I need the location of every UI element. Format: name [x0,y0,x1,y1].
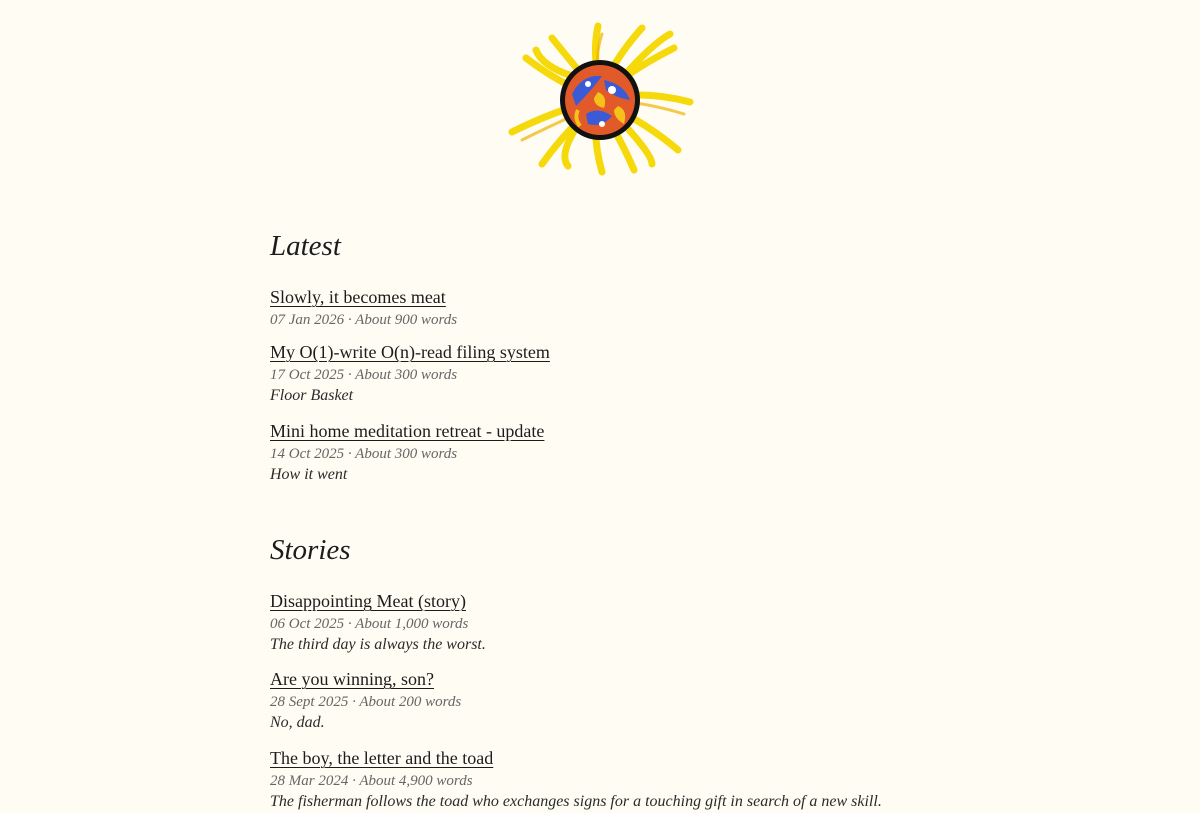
post-length: About 200 words [359,694,462,710]
post-length: About 4,900 words [359,773,473,789]
post-title-link[interactable]: Are you winning, son? [270,669,434,689]
post-title-link[interactable]: Disappointing Meat (story) [270,591,466,611]
post-item [270,747,930,813]
post-title-link[interactable]: Mini home meditation retreat - update [270,421,545,441]
post-item [270,286,930,330]
post-date: 28 Sept 2025 [270,694,349,710]
section-title-latest: Latest [270,230,341,262]
meta-separator: · [344,367,356,383]
post-title-link[interactable]: My O(1)-write O(n)-read filing system [270,342,550,362]
post-item [270,420,930,486]
post-title-link[interactable]: The boy, the letter and the toad [270,748,494,768]
post-item [270,668,930,734]
post-date: 07 Jan 2026 [270,312,345,328]
post-length: About 1,000 words [355,616,469,632]
post-date: 14 Oct 2025 [270,446,345,462]
post-length: About 900 words [355,312,458,328]
post-item [270,590,930,656]
post-subtitle: The fisherman follows the toad who exchanges signs for a touching gift in search of a new skill. [270,793,882,810]
post-subtitle: No, dad. [270,714,325,731]
post-meta [270,365,930,385]
meta-separator: · [344,446,356,462]
post-subtitle: How it went [270,466,348,483]
post-item [270,341,930,407]
post-subtitle: Floor Basket [270,387,354,404]
meta-separator: · [348,694,360,710]
meta-separator: · [344,312,356,328]
post-length: About 300 words [355,367,458,383]
section-title-stories: Stories [270,534,351,566]
post-meta [270,614,930,634]
post-meta [270,310,930,330]
post-meta [270,444,930,464]
sun-logo-icon[interactable] [502,14,698,178]
meta-separator: · [344,616,356,632]
post-length: About 300 words [355,446,458,462]
post-subtitle: The third day is always the worst. [270,636,486,653]
post-date: 28 Mar 2024 [270,773,349,789]
post-date: 06 Oct 2025 [270,616,345,632]
post-title-link[interactable]: Slowly, it becomes meat [270,287,446,307]
meta-separator: · [348,773,360,789]
post-meta [270,692,930,712]
post-date: 17 Oct 2025 [270,367,345,383]
post-meta [270,771,930,791]
